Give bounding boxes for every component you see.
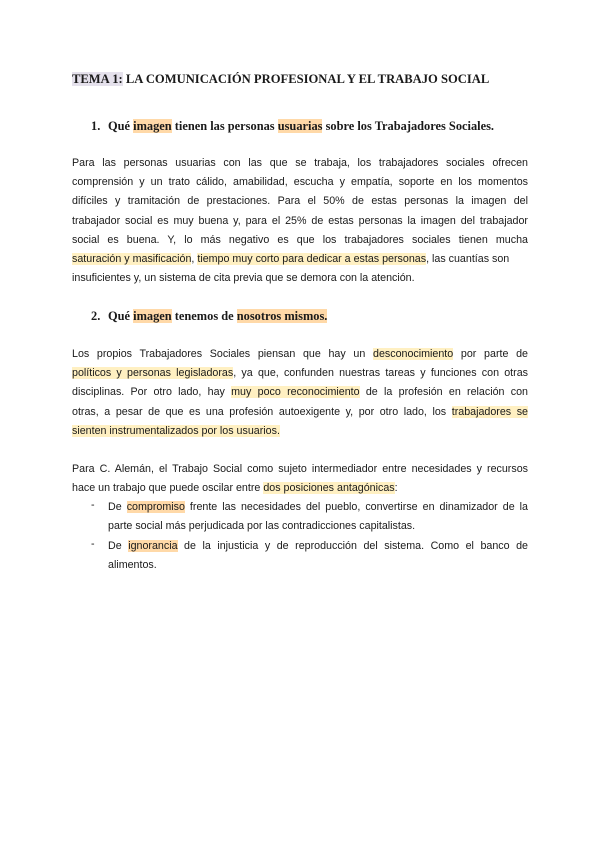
text-run: Los propios Trabajadores Sociales piensan que hay un: [72, 348, 373, 360]
highlight-run: trabajadores se: [451, 405, 528, 418]
heading-highlight: imagen: [133, 309, 172, 323]
highlight-run: saturación y masificación: [72, 252, 192, 265]
text-run: frente las necesidades del pueblo, convertirse en dinamizador de la: [184, 501, 528, 513]
paragraph-line: [72, 422, 528, 441]
aleman-paragraph: [72, 460, 528, 498]
paragraph-line: [72, 479, 528, 498]
heading-highlight: nosotros mismos.: [236, 309, 328, 323]
bullet-dash: -: [91, 538, 95, 550]
highlight-run: dos posiciones antagónicas: [263, 482, 395, 495]
text-run: , ya que, confunden nuestras tareas y funciones con otras: [233, 367, 528, 380]
bullet-line: [108, 556, 528, 575]
text-run: alimentos.: [108, 559, 157, 572]
highlight-run: muy poco reconocimiento: [231, 386, 360, 399]
paragraph-line: [72, 345, 528, 364]
paragraph-line: [72, 460, 528, 479]
paragraph-line: [72, 250, 528, 269]
heading-text: Qué: [108, 309, 134, 323]
text-run: comprensión y un trato cálido, amabilidad, escucha y empatía, soporte en los momentos: [72, 176, 528, 189]
text-run: difíciles y tramitación de prestaciones. Para el 50% de estas personas la imagen del: [72, 195, 528, 208]
text-run: disciplinas. Por otro lado, hay: [72, 386, 232, 399]
section2-heading: [91, 309, 551, 324]
heading-text: Qué: [108, 119, 134, 133]
bullet-line: [108, 537, 528, 556]
highlight-run: compromiso: [126, 501, 185, 513]
paragraph-line: [72, 154, 528, 173]
title-label: TEMA 1:: [72, 72, 123, 86]
highlight-run: políticos y personas legisladoras: [72, 367, 234, 380]
bullet-item-compromiso: [108, 498, 528, 536]
bullet-line: [108, 498, 528, 517]
paragraph-line: [72, 212, 528, 231]
paragraph-line: [72, 403, 528, 422]
text-run: , las cuantías son: [426, 252, 510, 265]
text-run: otras, a pesar de que es una profesión autoexigente y, por otro lado, los: [72, 405, 452, 418]
section1-heading: [91, 119, 551, 134]
paragraph-line: [72, 192, 528, 211]
text-run: de la injusticia y de reproducción del sistema. Como el banco de: [177, 540, 528, 552]
title-text: LA COMUNICACIÓN PROFESIONAL Y EL TRABAJO SOCIAL: [122, 72, 490, 86]
heading-highlight: imagen: [133, 119, 172, 133]
text-run: De: [108, 501, 127, 513]
text-run: parte social más perjudicada por las contradicciones capitalistas.: [108, 520, 416, 533]
paragraph-line: [72, 173, 528, 192]
section1-paragraph: [72, 154, 528, 288]
heading-text: tenemos de: [171, 309, 237, 323]
highlight-run: tiempo muy corto para dedicar a estas personas: [197, 252, 427, 265]
heading-text: tienen las personas: [171, 119, 278, 133]
heading-highlight: usuarias: [277, 119, 323, 133]
heading-text: sobre los Trabajadores Sociales.: [322, 119, 495, 133]
text-run: Para C. Alemán, el Trabajo Social como sujeto intermediador entre necesidades y recursos: [72, 463, 528, 475]
paragraph-line: [72, 269, 528, 288]
highlight-run: ignorancia: [128, 540, 178, 552]
text-run: insuficientes y, un sistema de cita previa que se demora con la atención.: [72, 272, 415, 285]
highlight-run: sienten instrumentalizados por los usuarios.: [72, 424, 280, 437]
bullet-item-ignorancia: [108, 537, 528, 575]
text-run: social es buena. Y, lo más negativo es que los trabajadores sociales tienen mucha: [72, 233, 528, 246]
highlight-run: desconocimiento: [373, 348, 454, 360]
section2-paragraph: [72, 345, 528, 441]
text-run: hace un trabajo que puede oscilar entre: [72, 482, 264, 495]
paragraph-line: [72, 364, 528, 383]
section1-number: 1.: [91, 119, 101, 133]
bullet-line: [108, 517, 528, 536]
text-run: de la profesión en relación con: [359, 386, 528, 399]
paragraph-line: [72, 383, 528, 402]
text-run: De: [108, 540, 129, 552]
paragraph-line: [72, 231, 528, 250]
text-run: :: [394, 482, 398, 495]
text-run: Para las personas usuarias con las que se trabaja, los trabajadores sociales ofrecen: [72, 157, 528, 169]
section2-number: 2.: [91, 309, 101, 323]
text-run: ,: [191, 252, 198, 265]
bullet-dash: -: [91, 499, 95, 511]
page-title: [72, 72, 532, 87]
text-run: trabajador social es muy buena y, para el 25% de estas personas la imagen del trabajador: [72, 214, 528, 227]
text-run: por parte de: [453, 348, 528, 360]
